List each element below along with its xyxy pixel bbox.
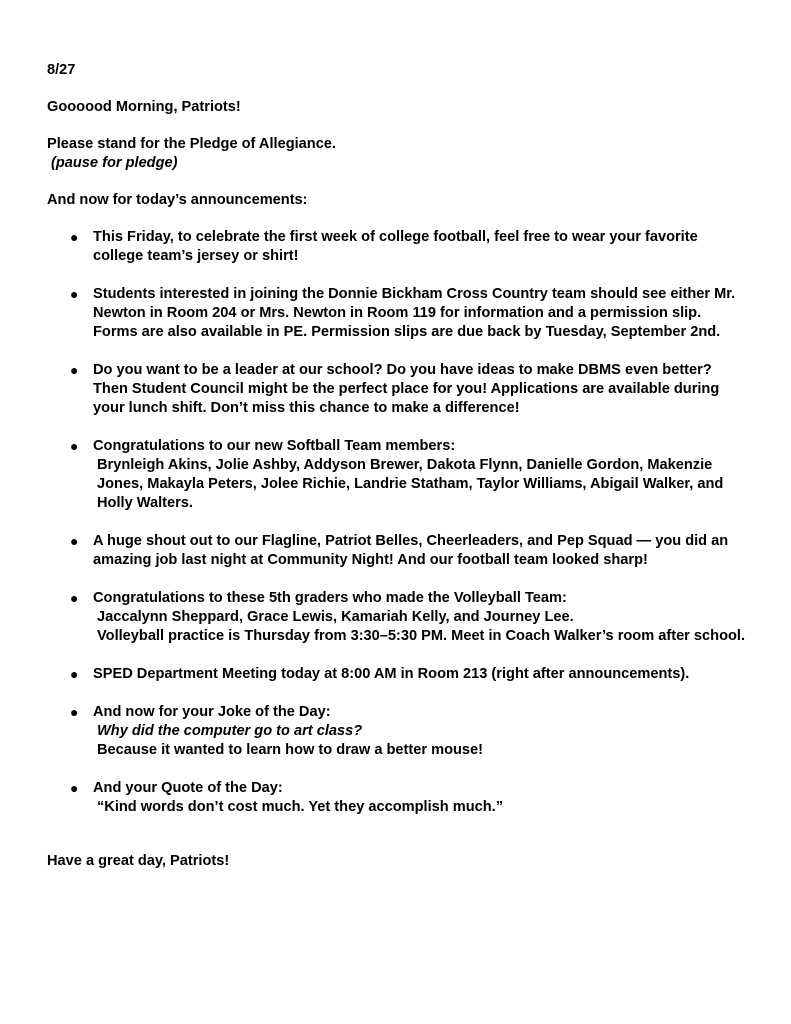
announcement-item-sped-meeting [47,665,747,684]
announcement-text: Congratulations to these 5th graders who made the Volleyball Team: [93,590,567,606]
announcement-item-football-jersey [47,228,747,266]
announcement-text: This Friday, to celebrate the first week of college football, feel free to wear your favorite college team’s jersey or shirt! [93,229,698,264]
announcement-item-volleyball-team [47,589,747,646]
announcement-text: Congratulations to our new Softball Team members: [93,438,456,454]
bullet-icon: ● [70,704,79,720]
pledge-block [47,135,747,173]
bullet-icon: ● [70,590,79,606]
announcement-text: A huge shout out to our Flagline, Patriot Belles, Cheerleaders, and Pep Squad — you did an amazing job last night at Community Night! And our football team looked sharp! [93,533,729,568]
announcement-item-quote [47,779,747,817]
volleyball-practice: Volleyball practice is Thursday from 3:30–5:30 PM. Meet in Coach Walker’s room after school. [97,628,746,644]
announcement-list [47,228,747,817]
greeting: Goooood Morning, Patriots! [47,99,241,115]
closing-line: Have a great day, Patriots! [47,853,230,869]
bullet-icon: ● [70,438,79,454]
bullet-icon: ● [70,533,79,549]
announcement-item-cross-country [47,285,747,342]
announcements-document [47,61,747,871]
announcements-intro: And now for today’s announcements: [47,192,308,208]
announcement-text: And your Quote of the Day: [93,780,283,796]
announcement-text: SPED Department Meeting today at 8:00 AM in Room 213 (right after announcements). [93,666,690,682]
quote-text: “Kind words don’t cost much. Yet they accomplish much.” [97,799,503,815]
bullet-icon: ● [70,286,79,302]
volleyball-names: Jaccalynn Sheppard, Grace Lewis, Kamariah Kelly, and Journey Lee. [97,609,574,625]
announcement-text: Do you want to be a leader at our school? Do you have ideas to make DBMS even better? Then Student Council might be the perfect place for you! Applications are available during your lunch shift. Don’t miss this chance to make a difference! [93,362,720,416]
bullet-icon: ● [70,229,79,245]
announcement-item-joke [47,703,747,760]
date-line: 8/27 [47,62,76,78]
joke-answer: Because it wanted to learn how to draw a better mouse! [97,742,484,758]
joke-question: Why did the computer go to art class? [97,723,363,739]
announcement-item-student-council [47,361,747,418]
announcement-text: And now for your Joke of the Day: [93,704,331,720]
bullet-icon: ● [70,666,79,682]
announcement-text: Students interested in joining the Donnie Bickham Cross Country team should see either Mr. Newton in Room 204 or Mrs. Newton in Room 119 for information and a permission slip. Forms are also available in PE. Permission slips are due back by Tuesday, September 2nd. [93,286,736,340]
bullet-icon: ● [70,780,79,796]
bullet-icon: ● [70,362,79,378]
softball-names: Brynleigh Akins, Jolie Ashby, Addyson Brewer, Dakota Flynn, Danielle Gordon, Makenzie Jones, Makayla Peters, Jolee Richie, Landrie Statham, Taylor Williams, Abigail Walker, and Holly Walters. [97,457,724,511]
announcement-item-shout-out [47,532,747,570]
announcement-item-softball-team [47,437,747,513]
pledge-pause: (pause for pledge) [51,155,178,171]
pledge-line: Please stand for the Pledge of Allegiance. [47,136,336,152]
